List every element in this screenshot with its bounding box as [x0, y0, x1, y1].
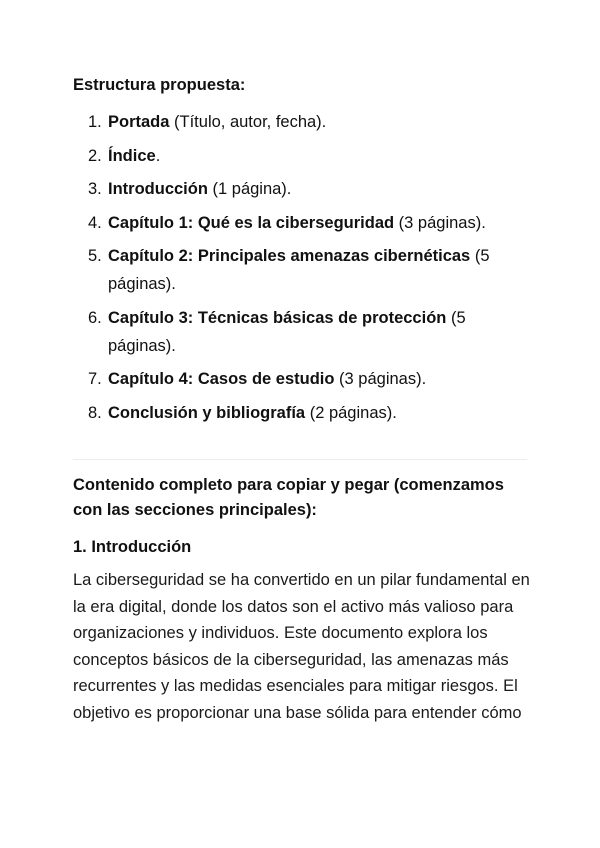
outline-item-title: Capítulo 2: Principales amenazas cibernéticas [108, 247, 471, 265]
outline-item [73, 175, 533, 203]
outline-item-detail: (3 páginas). [334, 370, 427, 388]
outline-item-title: Capítulo 4: Casos de estudio [108, 370, 335, 388]
outline-item-number: 8. [88, 403, 102, 422]
outline-item-number: 3. [88, 180, 102, 198]
outline-item [73, 242, 533, 298]
outline-item-detail: (1 página). [207, 180, 292, 198]
section-title: 1. Introducción [73, 538, 192, 556]
outline-item-detail: (3 páginas). [394, 213, 486, 232]
outline-item-title: Índice [108, 146, 156, 165]
outline-item-number: 7. [88, 370, 102, 388]
outline-item-detail: (5 páginas). [108, 247, 490, 293]
outline-item-number: 1. [88, 113, 102, 131]
outline-item [73, 399, 533, 427]
outline-item-detail: (5 páginas). [108, 308, 466, 355]
outline-item [73, 108, 533, 136]
outline-item-title: Capítulo 1: Qué es la ciberseguridad [108, 213, 395, 232]
outline-item-title: Capítulo 3: Técnicas básicas de protección [108, 308, 447, 327]
outline-item-detail: . [155, 146, 161, 165]
outline-list [73, 108, 533, 432]
outline-item-detail: (Título, autor, fecha). [169, 113, 327, 131]
outline-item [73, 142, 533, 170]
outline-heading: Estructura propuesta: [73, 76, 246, 94]
content-heading: Contenido completo para copiar y pegar (comenzamos con las secciones principales): [73, 476, 504, 519]
outline-item-detail: (2 páginas). [305, 403, 397, 422]
outline-item-title: Portada [108, 113, 170, 131]
outline-item [73, 304, 533, 360]
outline-item [73, 365, 533, 393]
outline-item-number: 6. [88, 308, 102, 327]
outline-item-number: 5. [88, 247, 102, 265]
outline-item-title: Conclusión y bibliografía [108, 403, 306, 422]
outline-item-number: 4. [88, 213, 102, 232]
section-divider [73, 459, 527, 460]
outline-item-number: 2. [88, 146, 102, 165]
intro-paragraph: La ciberseguridad se ha convertido en un pilar fundamental en la era digital, donde los datos son el activo más valioso para organizaciones y individuos. Este documento explora los conceptos básicos de la ciberseguridad, las amenazas más recurrentes y las medidas esenciales para mitigar riesgos. El objetivo es proporcionar una base sólida para entender cómo [73, 571, 530, 722]
outline-item-title: Introducción [108, 180, 208, 198]
outline-item [73, 209, 533, 237]
